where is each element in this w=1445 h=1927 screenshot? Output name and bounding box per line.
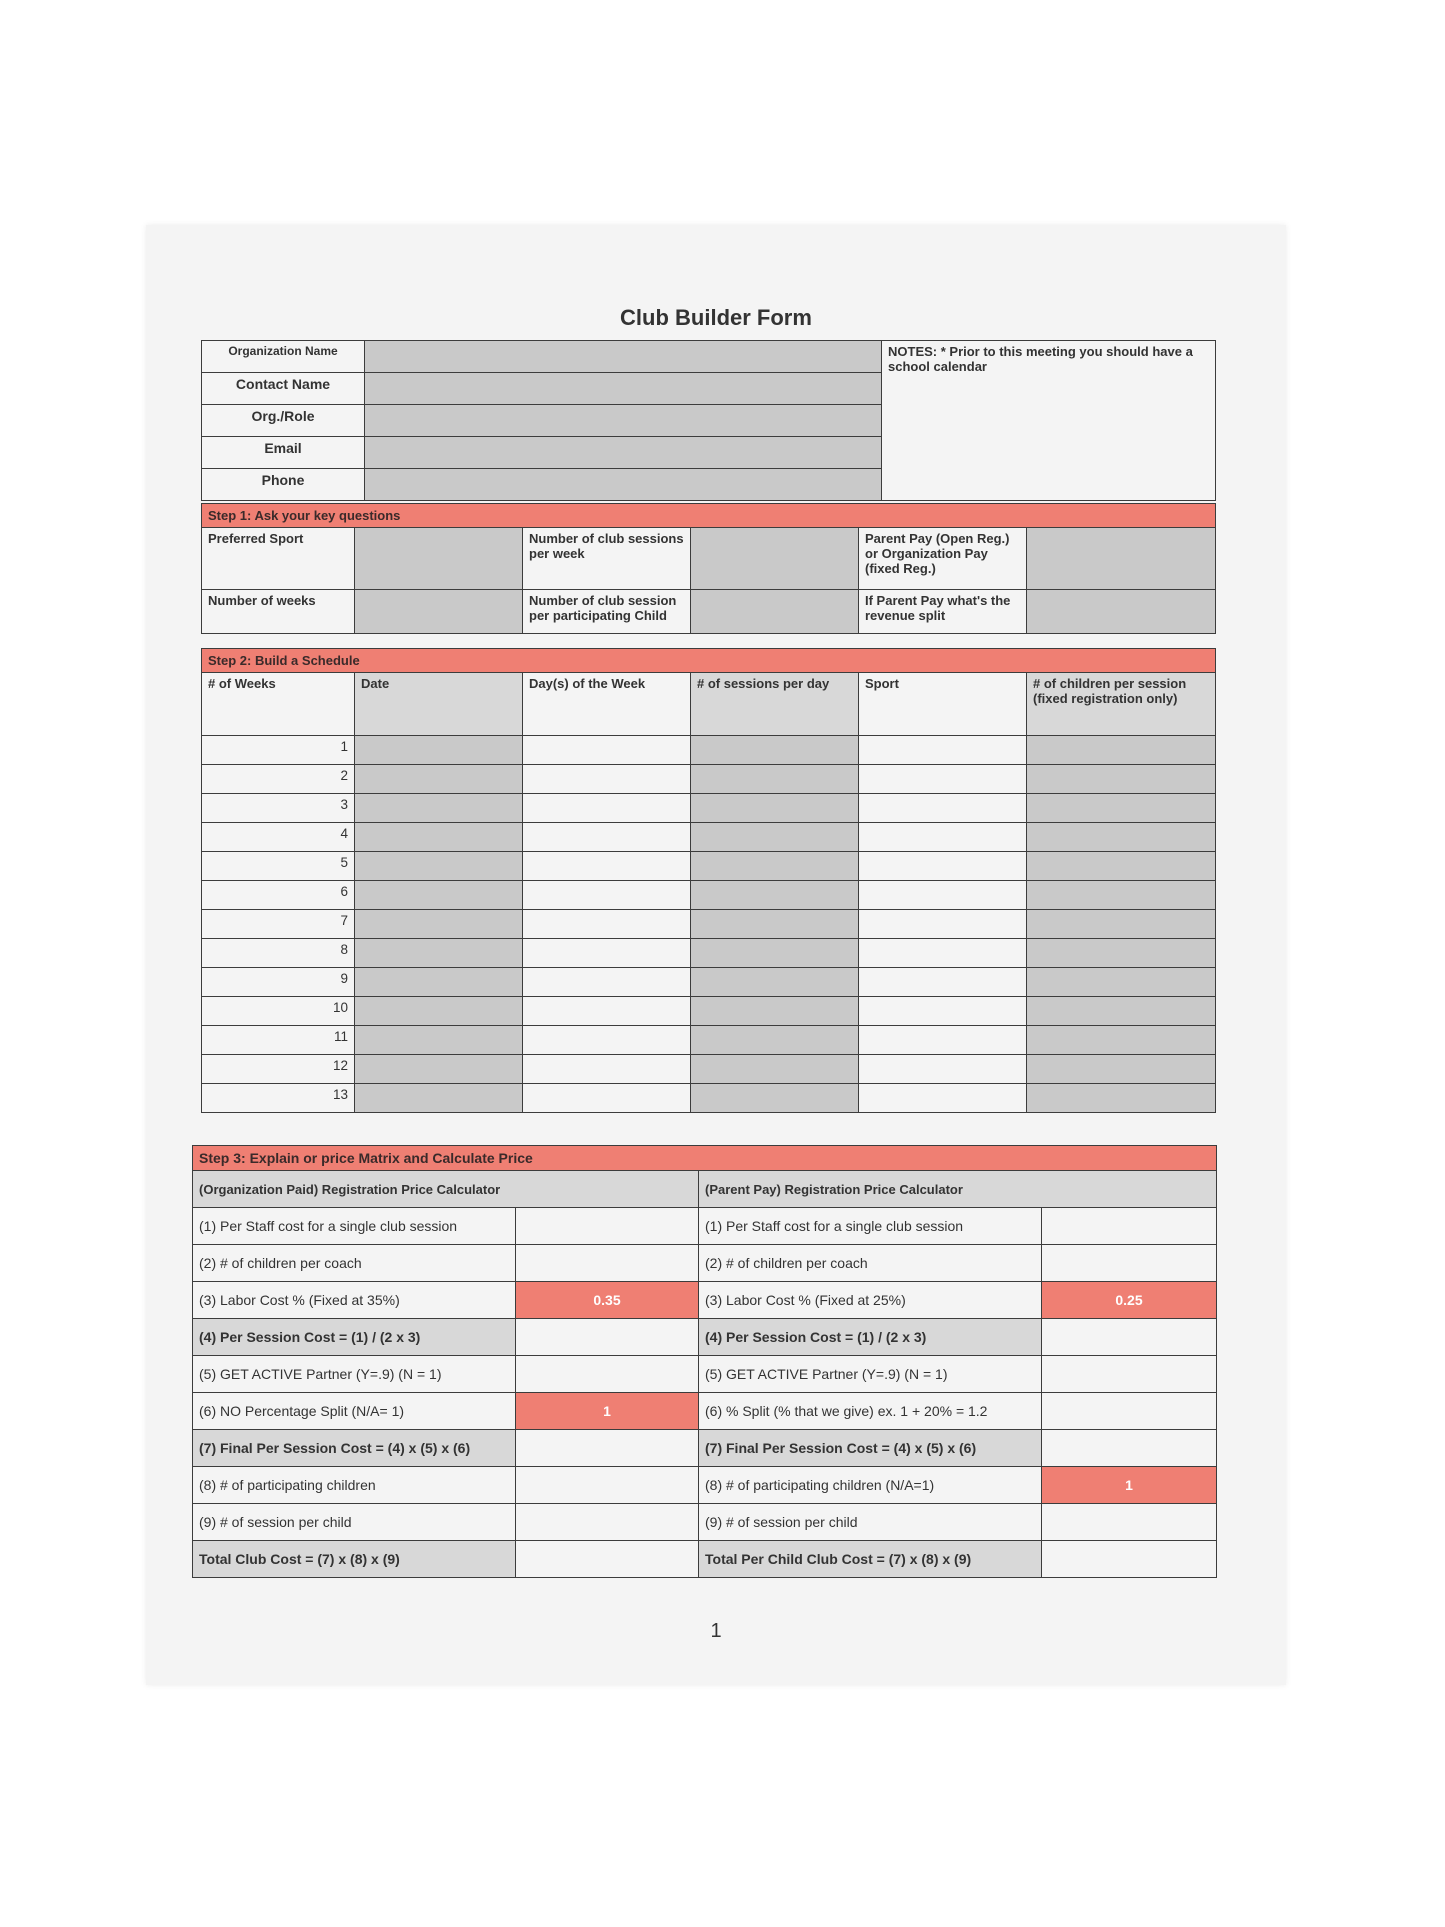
parent-row-8: (8) # of participating children (N/A=1) [699,1467,1042,1504]
number-of-weeks-field[interactable] [355,590,523,634]
step1-table [201,503,1216,634]
org-row-1: (1) Per Staff cost for a single club session [193,1208,516,1245]
col-sessions-per-day: # of sessions per day [691,673,859,736]
org-value-2[interactable] [516,1245,699,1282]
email-field[interactable] [365,437,882,469]
schedule-row: 11 [202,1026,1216,1055]
contact-name-label: Contact Name [202,373,365,405]
schedule-row: 8 [202,939,1216,968]
organization-name-label: Organization Name [202,341,365,373]
parent-row-9: (9) # of session per child [699,1504,1042,1541]
org-total-value[interactable] [516,1541,699,1578]
org-labor-value: 0.35 [516,1282,699,1319]
parent-pay-label: Parent Pay (Open Reg.) or Organization Pay (fixed Reg.) [859,528,1027,590]
notes-box: NOTES: * Prior to this meeting you should have a school calendar [882,341,1216,501]
col-sport: Sport [859,673,1027,736]
org-row-4: (4) Per Session Cost = (1) / (2 x 3) [193,1319,516,1356]
parent-row-1: (1) Per Staff cost for a single club session [699,1208,1042,1245]
schedule-row: 5 [202,852,1216,881]
schedule-table [201,648,1216,1113]
schedule-row: 1 [202,736,1216,765]
session-per-child-field[interactable] [691,590,859,634]
schedule-row: 10 [202,997,1216,1026]
revenue-split-label: If Parent Pay what's the revenue split [859,590,1027,634]
org-row-8: (8) # of participating children [193,1467,516,1504]
organization-name-field[interactable] [365,341,882,373]
org-value-7[interactable] [516,1430,699,1467]
org-role-label: Org./Role [202,405,365,437]
org-value-1[interactable] [516,1208,699,1245]
parent-row-4: (4) Per Session Cost = (1) / (2 x 3) [699,1319,1042,1356]
form-title: Club Builder Form [620,305,812,330]
parent-value-5[interactable] [1042,1356,1217,1393]
preferred-sport-field[interactable] [355,528,523,590]
parent-total-value[interactable] [1042,1541,1217,1578]
parent-value-7[interactable] [1042,1430,1217,1467]
org-value-5[interactable] [516,1356,699,1393]
parent-row-7: (7) Final Per Session Cost = (4) x (5) x (6) [699,1430,1042,1467]
org-value-4[interactable] [516,1319,699,1356]
col-children-per-session: # of children per session (fixed registration only) [1027,673,1216,736]
org-paid-calculator-title: (Organization Paid) Registration Price Calculator [193,1171,699,1208]
parent-row-2: (2) # of children per coach [699,1245,1042,1282]
number-of-weeks-label: Number of weeks [202,590,355,634]
parent-value-2[interactable] [1042,1245,1217,1282]
org-total-row: Total Club Cost = (7) x (8) x (9) [193,1541,516,1578]
step1-header: Step 1: Ask your key questions [202,504,1216,528]
contact-name-field[interactable] [365,373,882,405]
contact-table [201,340,1216,501]
org-row-3: (3) Labor Cost % (Fixed at 35%) [193,1282,516,1319]
page-number: 1 [710,1620,722,1642]
email-label: Email [202,437,365,469]
parent-row-3: (3) Labor Cost % (Fixed at 25%) [699,1282,1042,1319]
parent-row-5: (5) GET ACTIVE Partner (Y=.9) (N = 1) [699,1356,1042,1393]
parent-value-1[interactable] [1042,1208,1217,1245]
schedule-row: 4 [202,823,1216,852]
parent-pay-field[interactable] [1027,528,1216,590]
price-calculator-table [192,1145,1217,1578]
org-value-9[interactable] [516,1504,699,1541]
org-row-2: (2) # of children per coach [193,1245,516,1282]
phone-field[interactable] [365,469,882,501]
form-sheet [146,225,1286,1685]
col-date: Date [355,673,523,736]
parent-labor-value: 0.25 [1042,1282,1217,1319]
parent-value-6[interactable] [1042,1393,1217,1430]
parent-value-9[interactable] [1042,1504,1217,1541]
schedule-row: 2 [202,765,1216,794]
org-role-field[interactable] [365,405,882,437]
step3-header: Step 3: Explain or price Matrix and Calculate Price [193,1146,1217,1171]
col-day-of-week: Day(s) of the Week [523,673,691,736]
preferred-sport-label: Preferred Sport [202,528,355,590]
org-split-value: 1 [516,1393,699,1430]
schedule-row: 6 [202,881,1216,910]
schedule-row: 13 [202,1084,1216,1113]
org-value-8[interactable] [516,1467,699,1504]
parent-row-6: (6) % Split (% that we give) ex. 1 + 20% = 1.2 [699,1393,1042,1430]
org-row-9: (9) # of session per child [193,1504,516,1541]
schedule-row: 3 [202,794,1216,823]
sessions-per-week-field[interactable] [691,528,859,590]
parent-total-row: Total Per Child Club Cost = (7) x (8) x (9) [699,1541,1042,1578]
schedule-row: 7 [202,910,1216,939]
org-row-7: (7) Final Per Session Cost = (4) x (5) x (6) [193,1430,516,1467]
sessions-per-week-label: Number of club sessions per week [523,528,691,590]
org-row-5: (5) GET ACTIVE Partner (Y=.9) (N = 1) [193,1356,516,1393]
step2-header: Step 2: Build a Schedule [202,649,1216,673]
parent-value-4[interactable] [1042,1319,1217,1356]
col-weeks: # of Weeks [202,673,355,736]
revenue-split-field[interactable] [1027,590,1216,634]
parent-children-value: 1 [1042,1467,1217,1504]
org-row-6: (6) NO Percentage Split (N/A= 1) [193,1393,516,1430]
phone-label: Phone [202,469,365,501]
parent-pay-calculator-title: (Parent Pay) Registration Price Calculator [699,1171,1217,1208]
schedule-row: 9 [202,968,1216,997]
session-per-child-label: Number of club session per participating Child [523,590,691,634]
schedule-row: 12 [202,1055,1216,1084]
